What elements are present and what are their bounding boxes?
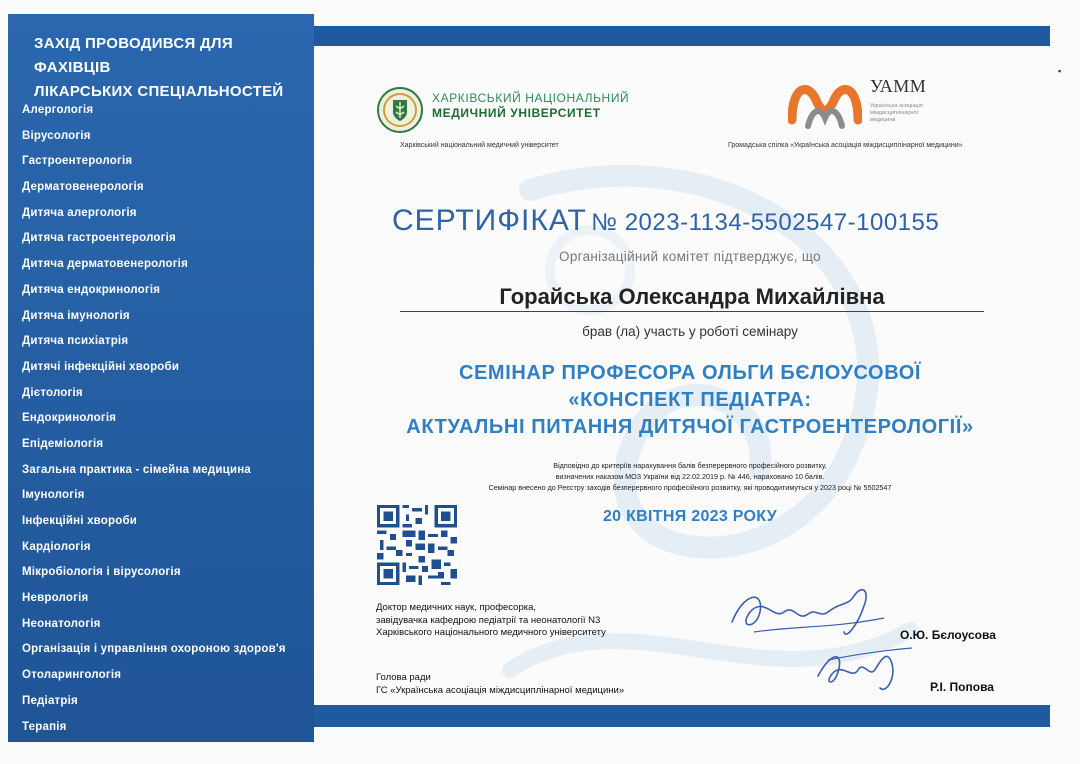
confirm-text: Організаційний комітет підтверджує, що (559, 249, 821, 264)
seminar-title-line2: «КОНСПЕКТ ПЕДІАТРА: (568, 389, 812, 411)
specialty-item: Організація і управління охороною здоров'я (22, 643, 286, 656)
specialty-item: Мікробіологія і вірусологія (22, 566, 181, 579)
specialty-item: Епідеміологія (22, 437, 104, 450)
knmu-crest-icon (376, 86, 424, 134)
yamm-caption: Громадська спілка «Українська асоціація міждисциплінарної медицини» (728, 142, 963, 149)
specialty-item: Дитяча імунологія (22, 309, 130, 322)
knmu-name-line1: ХАРКІВСЬКИЙ НАЦІОНАЛЬНИЙ (432, 91, 630, 105)
specialty-item: Дитяча алергологія (22, 206, 137, 219)
certificate-word: СЕРТИФІКАТ (392, 204, 587, 237)
signatory-belousova-name: О.Ю. Бєлоусова (900, 628, 996, 642)
specialty-item: Терапія (22, 720, 67, 733)
seminar-title-line3: АКТУАЛЬНІ ПИТАННЯ ДИТЯЧОЇ ГАСТРОЕНТЕРОЛОГІЇ» (406, 416, 974, 438)
specialty-item: Отоларингологія (22, 669, 122, 682)
professor-credentials (376, 602, 606, 640)
specialty-item: Дитячі інфекційні хвороби (22, 360, 180, 373)
specialty-item: Імунологія (22, 489, 85, 502)
signature-belousova-icon (724, 582, 894, 644)
professor-line3: Харківського національного медичного університету (376, 627, 606, 638)
top-blue-band (312, 26, 1050, 46)
specialty-item: Алергологія (22, 104, 94, 116)
criteria-line3: Семінар внесено до Реєстру заходів безперервного професійного розвитку, які проводитимуться у 2023 році № 5502547 (488, 483, 892, 492)
board-head-credentials (376, 672, 624, 697)
board-head-line1: Голова ради (376, 672, 431, 683)
specialty-item: Дерматовенерологія (22, 181, 144, 194)
specialty-item: Неврологія (22, 592, 89, 605)
specialty-item: Інфекційні хвороби (22, 515, 138, 527)
seminar-title-line1: СЕМІНАР ПРОФЕСОРА ОЛЬГИ БЄЛОУСОВОЇ (458, 362, 922, 384)
professor-line2: завідувачка кафедрою педіатрії та неонатології N3 (376, 614, 601, 626)
knmu-name (432, 91, 629, 121)
specialty-item: Дитяча психіатрія (22, 335, 129, 348)
specialty-item: Неонатологія (22, 617, 101, 630)
yamm-logo-icon (788, 76, 862, 130)
certificate-number: № 2023-1134-5502547-100155 (591, 209, 940, 236)
criteria-text (0, 460, 1080, 493)
corner-mark: ▪ (1058, 66, 1062, 76)
specialty-item: Кардіологія (22, 540, 91, 553)
yamm-subtitle: Українська асоціація міждисциплінарної медицини (870, 103, 923, 123)
specialty-item: Вірусологія (22, 129, 91, 142)
seminar-title (0, 360, 1080, 441)
sidebar-heading (34, 32, 314, 104)
sidebar-heading-line2: ЛІКАРСЬКИХ СПЕЦІАЛЬНОСТЕЙ (34, 83, 284, 100)
specialty-item: Дієтологія (22, 386, 83, 399)
specialty-item: Дитяча дерматовенерологія (22, 258, 188, 271)
knmu-name-line2: МЕДИЧНИЙ УНІВЕРСИТЕТ (432, 106, 601, 120)
specialty-item: Педіатрія (22, 694, 78, 707)
specialty-item: Загальна практика - сімейна медицина (22, 463, 251, 476)
signatory-popova-name: Р.І. Попова (930, 680, 994, 694)
criteria-line1: Відповідно до критеріїв нарахування балів безперервного професійного розвитку, (553, 461, 827, 470)
qr-code-icon (377, 505, 457, 585)
event-date: 20 КВІТНЯ 2023 РОКУ (602, 508, 778, 525)
participant-name: Горайська Олександра Михайлівна (400, 284, 984, 312)
took-part-text: брав (ла) участь у роботі семінару (582, 324, 798, 339)
yamm-title: УАММ (870, 76, 927, 96)
professor-line1: Доктор медичних наук, професорка, (376, 602, 537, 613)
specialty-item: Ендокринологія (22, 412, 117, 425)
board-head-line2: ГС «Українська асоціація міждисциплінарної медицини» (376, 684, 625, 696)
signature-popova-icon (808, 640, 918, 698)
criteria-line2: визначених наказом МОЗ України від 22.02.2019 р. № 446, нараховано 10 балів. (555, 472, 825, 481)
specialty-item: Дитяча гастроентерологія (22, 232, 176, 245)
certificate-title (392, 204, 939, 238)
specialty-item: Гастроентерологія (22, 155, 133, 168)
sidebar-heading-line1: ЗАХІД ПРОВОДИВСЯ ДЛЯ ФАХІВЦІВ (34, 35, 233, 76)
specialty-item: Дитяча ендокринологія (22, 283, 161, 296)
knmu-caption: Харківський національний медичний університет (400, 142, 559, 149)
